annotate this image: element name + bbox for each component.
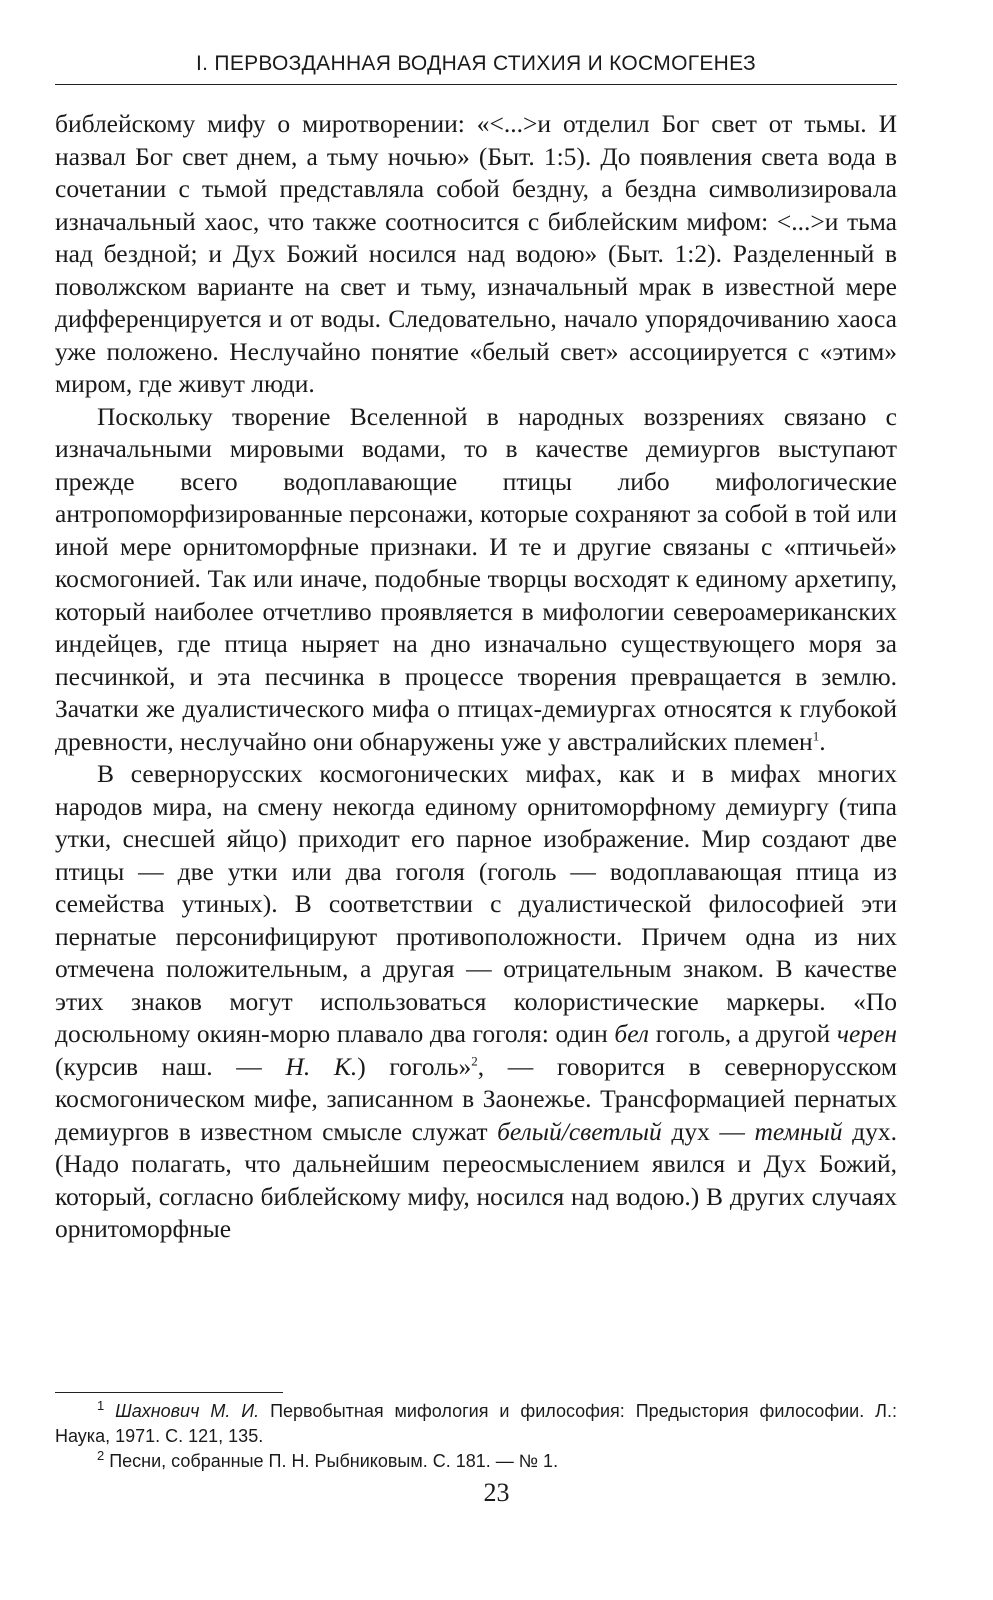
paragraph-3-text-c: (курсив наш. — [55, 1051, 286, 1081]
footnote-ref-2: 2 [471, 1053, 478, 1068]
footnote-2-number: 2 [97, 1448, 105, 1463]
footnote-1-text: Первобытная мифология и философия: Предыстория философии. Л.: Наука, 1971. С. 121, 135. [55, 1401, 897, 1446]
italic-cheren: черен [836, 1019, 898, 1048]
paragraph-3-text-g: дух. (Надо полагать, что дальнейшим переосмыслением явился и Дух Божий, который, согласно библейскому мифу, носился над водою.) В других случаях орнитоморфные [55, 1116, 897, 1243]
footnotes [55, 1399, 897, 1474]
paragraph-2-text: Поскольку творение Вселенной в народных воззрениях связано с изначальными мировыми водами, то в качестве демиургов выступают прежде всего водоплавающие птицы либо мифологические антропоморфизированные персонажи, которые сохраняют за собой в той или иной мере орнитоморфные признаки. И те и другие связаны с «птичьей» космогонией. Так или иначе, подобные творцы восходят к единому архетипу, который наиболее отчетливо проявляется в мифологии североамериканских индейцев, где птица ныряет на дно изначально существующего моря за песчинкой, и эта песчинка в процессе творения превращается в землю. Зачатки же дуалистического мифа о птицах-демиургах относятся к глубокой древности, неслучайно они обнаружены уже у австралийских племен [55, 401, 897, 756]
italic-belyi-svetlyi: белый/светлый [497, 1116, 662, 1146]
paragraph-3-text-d: ) гоголь» [357, 1051, 472, 1081]
paragraph-1: библейскому мифу о миротворении: «<...>и отделил Бог свет от тьмы. И назвал Бог свет днем, а тьму ночью» (Быт. 1:5). До появления света вода в сочетании с тьмой представляла собой бездну, а бездна символизировала изначальный хаос, что также соотносится с библейским мифом: <...>и тьма над бездной; и Дух Божий носился над водою» (Быт. 1:2). Разделенный в поволжском варианте на свет и тьму, изначальный мрак в известной мере дифференцируется и от воды. Следовательно, начало упорядочиванию хаоса уже положено. Неслучайно понятие «белый свет» ассоциируется с «этим» миром, где живут люди. [55, 109, 897, 398]
italic-bel: бел [614, 1019, 650, 1048]
footnote-ref-1: 1 [812, 728, 820, 743]
footnote-2 [55, 1449, 897, 1474]
footnote-1-number: 1 [97, 1398, 105, 1413]
paragraph-2 [55, 401, 897, 759]
footnote-1 [55, 1399, 897, 1449]
paragraph-3 [55, 758, 897, 1246]
paragraph-3-text-b: гоголь, а другой [649, 1019, 837, 1048]
footnote-divider [55, 1392, 283, 1393]
running-header: I. ПЕРВОЗДАННАЯ ВОДНАЯ СТИХИЯ И КОСМОГЕНЕЗ [55, 52, 897, 85]
page-number: 23 [483, 1478, 510, 1507]
paragraph-3-text-a: В севернорусских космогонических мифах, как и в мифах многих народов мира, на смену некогда единому орнитоморфному демиургу (типа утки, снесшей яйцо) приходит его парное изображение. Мир создают две птицы — две утки или два гоголя (гоголь — водоплавающая птица из семейства утиных). В соответствии с дуалистической философией эти пернатые персонифицируют противоположности. Причем одна из них отмечена положительным, а другая — отрицательным знаком. В качестве этих знаков могут использоваться колористические маркеры. «По досюльному окиян-морю плавало два гоголя: один [55, 759, 897, 1048]
main-text [55, 108, 897, 1246]
italic-initials: Н. К. [285, 1051, 358, 1081]
paragraph-3-text-e: , — говорится в севернорусском космогоническом мифе, записанном в Заонежье. Трансформацией пернатых демиургов в известном смысле служат [55, 1051, 897, 1146]
paragraph-2-end: . [819, 726, 826, 756]
footnote-2-text: Песни, собранные П. Н. Рыбниковым. С. 181. — № 1. [104, 1451, 559, 1471]
footnote-1-author: Шахнович М. И. [115, 1401, 260, 1421]
paragraph-3-text-f: дух — [661, 1116, 755, 1146]
italic-temnyi: темный [754, 1116, 843, 1146]
